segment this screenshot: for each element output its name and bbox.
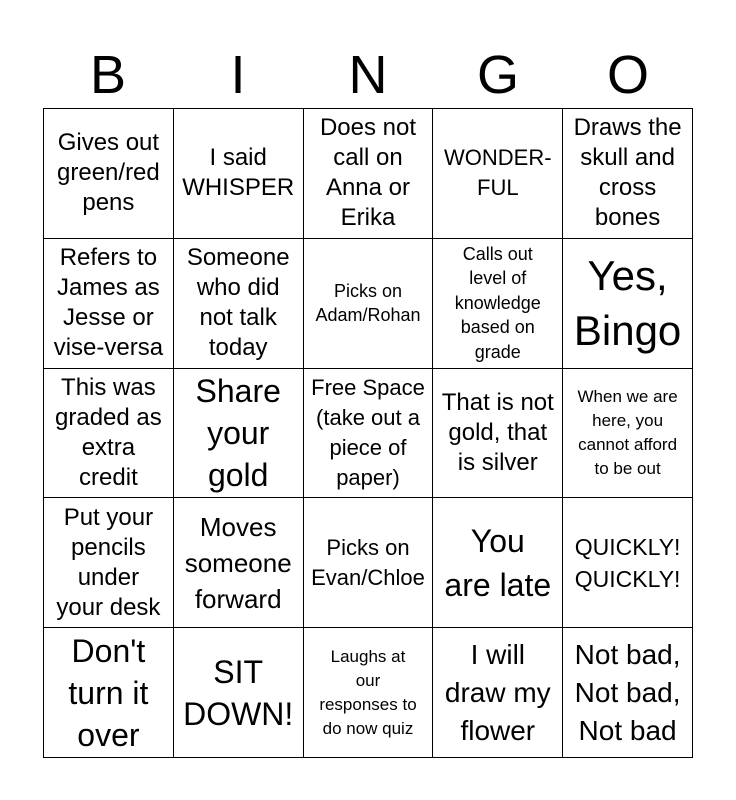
cell-text: Draws the skull and cross bones <box>573 114 682 232</box>
cell-text: Laughs at our responses to do now quiz <box>319 646 417 738</box>
cell-text: That is not gold, that is silver <box>441 388 554 476</box>
cell-text: I will draw my flower <box>444 638 551 746</box>
bingo-cell-r5-c4[interactable] <box>433 628 563 758</box>
bingo-cell-r2-c5[interactable] <box>563 239 693 369</box>
bingo-cell-r2-c2[interactable] <box>174 239 304 369</box>
cell-text: WONDER- FUL <box>444 145 552 201</box>
cell-text: I said WHISPER <box>182 144 295 202</box>
cell-text: Picks on Evan/Chloe <box>311 534 425 590</box>
bingo-cell-r5-c2[interactable] <box>174 628 304 758</box>
cell-text: Free Space (take out a piece of paper) <box>311 374 425 490</box>
bingo-board <box>43 108 693 758</box>
bingo-header <box>43 44 693 106</box>
cell-text: Gives out green/red pens <box>57 129 160 217</box>
cell-text: This was graded as extra credit <box>55 373 162 491</box>
bingo-cell-r5-c1[interactable] <box>44 628 174 758</box>
bingo-cell-r4-c3[interactable] <box>304 498 434 628</box>
bingo-cell-r3-c5[interactable] <box>563 369 693 499</box>
cell-text: Don't turn it over <box>68 632 149 753</box>
cell-text: Not bad, Not bad, Not bad <box>574 638 681 746</box>
bingo-cell-r2-c3[interactable] <box>304 239 434 369</box>
bingo-cell-r1-c1[interactable] <box>44 109 174 239</box>
bingo-cell-r5-c3[interactable] <box>304 628 434 758</box>
header-letter-g: G <box>476 45 519 105</box>
header-letter-b: B <box>89 45 127 105</box>
bingo-cell-r1-c5[interactable] <box>563 109 693 239</box>
cell-text: QUICKLY! QUICKLY! <box>574 533 681 592</box>
cell-text: SIT DOWN! <box>183 653 294 732</box>
bingo-cell-r2-c4[interactable] <box>433 239 563 369</box>
header-letter-i: I <box>230 45 246 105</box>
bingo-cell-r1-c3[interactable] <box>304 109 434 239</box>
cell-text: Moves someone forward <box>184 511 292 614</box>
cell-text: Does not call on Anna or Erika <box>319 114 417 232</box>
cell-text: Put your pencils under your desk <box>56 503 161 621</box>
header-letter-n: N <box>348 45 388 105</box>
bingo-cell-r1-c4[interactable] <box>433 109 563 239</box>
bingo-cell-r3-c1[interactable] <box>44 369 174 499</box>
cell-text: When we are here, you cannot afford to be out <box>577 386 678 478</box>
cell-text: Calls out level of knowledge based on grade <box>454 243 541 362</box>
cell-text: Yes, Bingo <box>573 252 682 355</box>
bingo-cell-r4-c1[interactable] <box>44 498 174 628</box>
bingo-cell-r5-c5[interactable] <box>563 628 693 758</box>
bingo-cell-r4-c5[interactable] <box>563 498 693 628</box>
bingo-cell-r3-c4[interactable] <box>433 369 563 499</box>
bingo-cell-r3-c2[interactable] <box>174 369 304 499</box>
bingo-cell-r2-c1[interactable] <box>44 239 174 369</box>
cell-text: Someone who did not talk today <box>186 244 290 362</box>
cell-text: Refers to James as Jesse or vise-versa <box>53 244 164 362</box>
cell-text: You are late <box>444 522 552 603</box>
header-letter-o: O <box>606 45 649 105</box>
bingo-cell-r4-c4[interactable] <box>433 498 563 628</box>
bingo-cell-r3-c3[interactable] <box>304 369 434 499</box>
bingo-cell-r4-c2[interactable] <box>174 498 304 628</box>
cell-text: Picks on Adam/Rohan <box>315 280 421 326</box>
cell-text: Share your gold <box>195 372 281 493</box>
bingo-cell-r1-c2[interactable] <box>174 109 304 239</box>
